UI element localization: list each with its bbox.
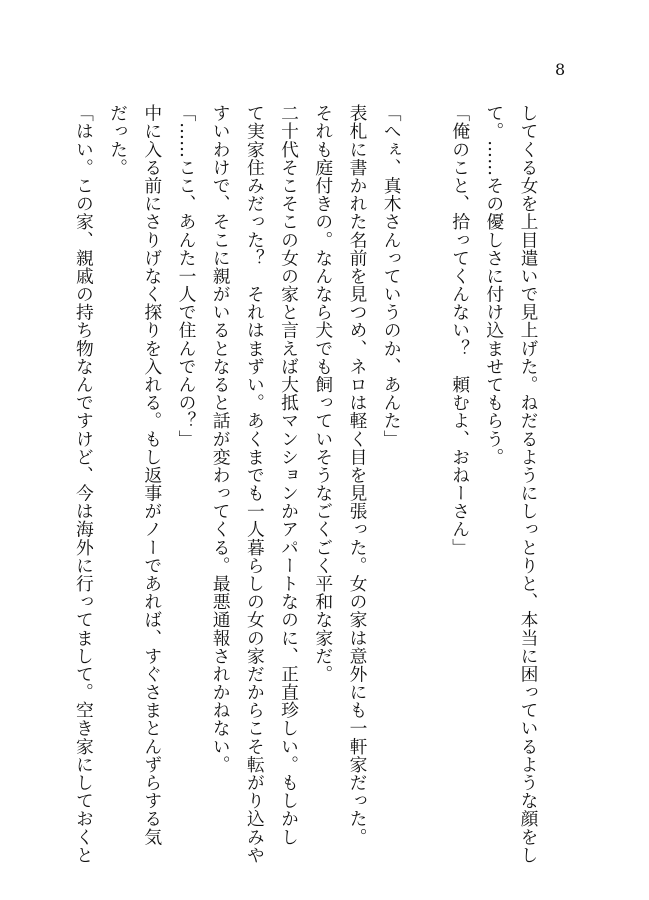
text-line: 「はい。この家、親戚の持ち物なんですけど、今は海外に行ってまして。空き家にしておくと xyxy=(73,104,95,864)
blank-line xyxy=(408,104,442,840)
text-line: すいわけで、そこに親がいるとなると話が変わってくる。最悪通報されかねない。 xyxy=(210,104,232,774)
text-line: 中に入る前にさりげなく探りを入れる。もし返事がノーであれば、すぐさまとんずらする気 xyxy=(141,104,163,846)
text-line: それも庭付きの。なんなら犬でも飼っていそうなごくごく平和な家だ。 xyxy=(312,104,334,683)
text-line: 表札に書かれた名前を見つめ、ネロは軽く目を見張った。女の家は意外にも一軒家だった。 xyxy=(346,104,368,846)
page-number: 8 xyxy=(555,60,566,79)
text-line: だった。 xyxy=(107,104,129,177)
text-line: してくる女を上目遣いで見上げた。ねだるようにしっとりと、本当に困っているような顔をし xyxy=(518,104,539,864)
text-line: 「……ここ、あんた一人で住んでんの？」 xyxy=(175,104,197,448)
text-line: て。……その優しさに付け込ませてもらう。 xyxy=(483,104,505,466)
text-line: て実家住みだった？ それはまずい。あくまでも一人暮らしの女の家だからこそ転がり込みや xyxy=(244,104,266,864)
body-text xyxy=(66,104,545,864)
text-line: 「俺のこと、拾ってくんない？ 頼むよ、おねーさん」 xyxy=(449,104,471,557)
text-line: 二十代そこそこの女の家と言えば大抵マンションかアパートなのに、正直珍しい。もしかし xyxy=(278,104,300,846)
text-line: 「へぇ、真木さんっていうのか、あんた」 xyxy=(381,104,403,448)
